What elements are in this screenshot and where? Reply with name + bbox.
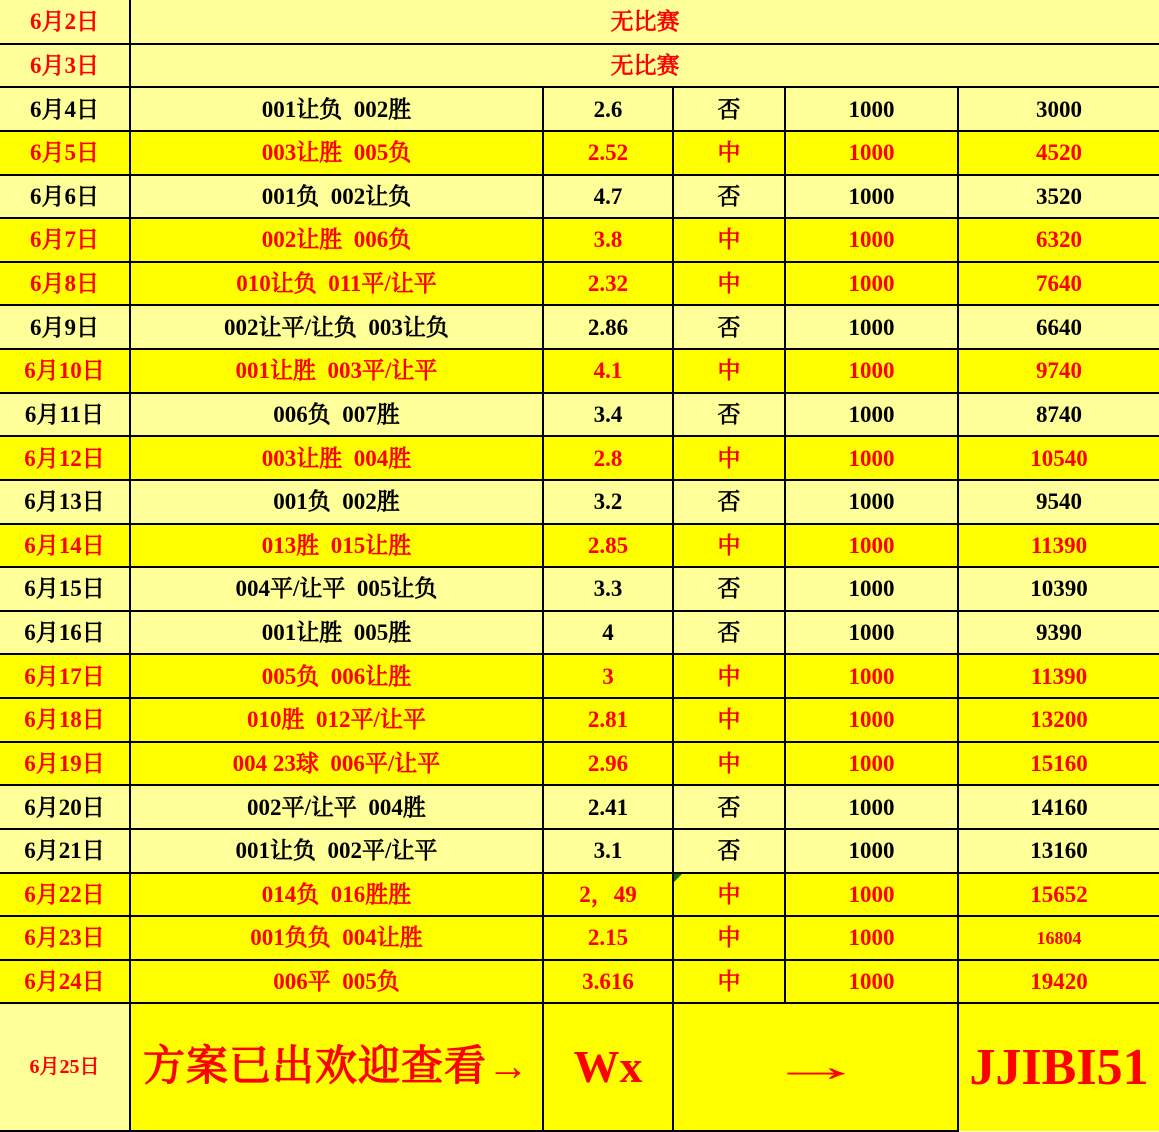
right-arrow-icon: → (767, 1042, 864, 1092)
stake-cell: 1000 (785, 873, 958, 917)
balance-cell: 9390 (958, 611, 1159, 655)
result-cell: 否 (673, 393, 785, 437)
result-cell: 中 (673, 698, 785, 742)
result-cell: 中 (673, 262, 785, 306)
corner-marker-icon (674, 874, 682, 882)
picks-cell: 014负 016胜胜 (130, 873, 543, 917)
arrow-cell (673, 1003, 958, 1131)
result-cell: 否 (673, 87, 785, 131)
table-row (0, 567, 1159, 611)
date-cell: 6月6日 (0, 175, 130, 219)
balance-cell: 15160 (958, 742, 1159, 786)
odds-cell: 2.8 (543, 436, 673, 480)
promo-code: JJIBI51 (958, 1003, 1159, 1131)
picks-cell: 003让胜 004胜 (130, 436, 543, 480)
date-cell: 6月12日 (0, 436, 130, 480)
result-cell: 中 (673, 131, 785, 175)
table-row (0, 305, 1159, 349)
table-row (0, 698, 1159, 742)
odds-cell: 3.8 (543, 218, 673, 262)
table-row (0, 480, 1159, 524)
picks-cell: 003让胜 005负 (130, 131, 543, 175)
balance-cell: 14160 (958, 785, 1159, 829)
date-cell: 6月13日 (0, 480, 130, 524)
result-cell: 否 (673, 829, 785, 873)
result-cell: 中 (673, 916, 785, 960)
picks-cell: 010胜 012平/让平 (130, 698, 543, 742)
stake-cell: 1000 (785, 567, 958, 611)
table-row (0, 916, 1159, 960)
odds-cell: 3.1 (543, 829, 673, 873)
result-cell: 否 (673, 611, 785, 655)
stake-cell: 1000 (785, 175, 958, 219)
stake-cell: 1000 (785, 480, 958, 524)
balance-cell: 3520 (958, 175, 1159, 219)
picks-cell: 006负 007胜 (130, 393, 543, 437)
picks-cell: 006平 005负 (130, 960, 543, 1004)
table-row-promo (0, 1003, 1159, 1131)
date-cell: 6月5日 (0, 131, 130, 175)
odds-cell: 4.7 (543, 175, 673, 219)
stake-cell: 1000 (785, 742, 958, 786)
result-cell: 中 (673, 960, 785, 1004)
table-row (0, 87, 1159, 131)
date-cell: 6月2日 (0, 0, 130, 44)
date-cell: 6月3日 (0, 44, 130, 88)
table-row (0, 175, 1159, 219)
date-cell: 6月22日 (0, 873, 130, 917)
table-row (0, 742, 1159, 786)
balance-cell: 3000 (958, 87, 1159, 131)
balance-cell: 6640 (958, 305, 1159, 349)
table-row (0, 873, 1159, 917)
result-cell: 中 (673, 524, 785, 568)
picks-cell: 001让胜 003平/让平 (130, 349, 543, 393)
date-cell: 6月10日 (0, 349, 130, 393)
table-row (0, 524, 1159, 568)
balance-cell: 8740 (958, 393, 1159, 437)
balance-cell: 6320 (958, 218, 1159, 262)
odds-cell: 2.41 (543, 785, 673, 829)
stake-cell: 1000 (785, 218, 958, 262)
promo-message: 方案已出欢迎查看→ (130, 1003, 543, 1131)
odds-cell: 3.2 (543, 480, 673, 524)
date-cell: 6月8日 (0, 262, 130, 306)
balance-cell: 10390 (958, 567, 1159, 611)
stake-cell: 1000 (785, 87, 958, 131)
date-cell: 6月15日 (0, 567, 130, 611)
stake-cell: 1000 (785, 393, 958, 437)
balance-cell: 19420 (958, 960, 1159, 1004)
table-row (0, 262, 1159, 306)
date-cell: 6月25日 (0, 1003, 130, 1131)
date-cell: 6月11日 (0, 393, 130, 437)
table-row (0, 349, 1159, 393)
picks-cell: 001让负 002胜 (130, 87, 543, 131)
result-cell: 中 (673, 742, 785, 786)
table-row (0, 785, 1159, 829)
odds-cell: 2.81 (543, 698, 673, 742)
stake-cell: 1000 (785, 654, 958, 698)
picks-cell: 002让胜 006负 (130, 218, 543, 262)
balance-cell: 11390 (958, 524, 1159, 568)
date-cell: 6月14日 (0, 524, 130, 568)
table-row-no-match (0, 44, 1159, 88)
table-row (0, 611, 1159, 655)
stake-cell: 1000 (785, 785, 958, 829)
odds-cell: 3.616 (543, 960, 673, 1004)
picks-cell: 001负 002让负 (130, 175, 543, 219)
table-row (0, 131, 1159, 175)
table-row (0, 218, 1159, 262)
result-cell: 中 (673, 654, 785, 698)
balance-cell: 7640 (958, 262, 1159, 306)
odds-cell: 3 (543, 654, 673, 698)
date-cell: 6月9日 (0, 305, 130, 349)
result-cell: 中 (673, 436, 785, 480)
stake-cell: 1000 (785, 436, 958, 480)
date-cell: 6月7日 (0, 218, 130, 262)
odds-cell: 4 (543, 611, 673, 655)
table-row (0, 393, 1159, 437)
balance-cell: 11390 (958, 654, 1159, 698)
table-row (0, 960, 1159, 1004)
picks-cell: 001让胜 005胜 (130, 611, 543, 655)
stake-cell: 1000 (785, 829, 958, 873)
result-cell: 否 (673, 567, 785, 611)
table-row-no-match (0, 0, 1159, 44)
table-row (0, 436, 1159, 480)
stake-cell: 1000 (785, 524, 958, 568)
balance-cell: 16804 (958, 916, 1159, 960)
odds-cell: 2.86 (543, 305, 673, 349)
result-cell: 否 (673, 785, 785, 829)
table-row (0, 654, 1159, 698)
balance-cell: 13160 (958, 829, 1159, 873)
stake-cell: 1000 (785, 611, 958, 655)
balance-cell: 13200 (958, 698, 1159, 742)
balance-cell: 9540 (958, 480, 1159, 524)
result-cell: 中 (673, 873, 785, 917)
picks-cell: 001负 002胜 (130, 480, 543, 524)
balance-cell: 4520 (958, 131, 1159, 175)
picks-cell: 010让负 011平/让平 (130, 262, 543, 306)
result-cell: 否 (673, 175, 785, 219)
stake-cell: 1000 (785, 698, 958, 742)
odds-cell: 4.1 (543, 349, 673, 393)
date-cell: 6月20日 (0, 785, 130, 829)
stake-cell: 1000 (785, 305, 958, 349)
picks-cell: 001负负 004让胜 (130, 916, 543, 960)
table-row (0, 829, 1159, 873)
date-cell: 6月24日 (0, 960, 130, 1004)
picks-cell: 004平/让平 005让负 (130, 567, 543, 611)
date-cell: 6月4日 (0, 87, 130, 131)
odds-cell: 2.15 (543, 916, 673, 960)
date-cell: 6月23日 (0, 916, 130, 960)
result-cell: 中 (673, 349, 785, 393)
odds-cell: 2.32 (543, 262, 673, 306)
result-cell: 否 (673, 480, 785, 524)
date-cell: 6月18日 (0, 698, 130, 742)
result-cell: 否 (673, 305, 785, 349)
picks-cell: 001让负 002平/让平 (130, 829, 543, 873)
date-cell: 6月21日 (0, 829, 130, 873)
picks-cell: 005负 006让胜 (130, 654, 543, 698)
picks-cell: 004 23球 006平/让平 (130, 742, 543, 786)
odds-cell: 2.96 (543, 742, 673, 786)
odds-cell: 2.6 (543, 87, 673, 131)
no-match-message: 无比赛 (130, 44, 1159, 88)
stake-cell: 1000 (785, 960, 958, 1004)
picks-cell: 002让平/让负 003让负 (130, 305, 543, 349)
date-cell: 6月16日 (0, 611, 130, 655)
odds-cell: 2，49 (543, 873, 673, 917)
picks-cell: 013胜 015让胜 (130, 524, 543, 568)
odds-cell: 3.3 (543, 567, 673, 611)
balance-cell: 15652 (958, 873, 1159, 917)
stake-cell: 1000 (785, 131, 958, 175)
stake-cell: 1000 (785, 349, 958, 393)
result-cell: 中 (673, 218, 785, 262)
odds-cell: 2.85 (543, 524, 673, 568)
date-cell: 6月19日 (0, 742, 130, 786)
stake-cell: 1000 (785, 262, 958, 306)
odds-cell: 3.4 (543, 393, 673, 437)
balance-cell: 10540 (958, 436, 1159, 480)
stake-cell: 1000 (785, 916, 958, 960)
date-cell: 6月17日 (0, 654, 130, 698)
wechat-label: Wx (543, 1003, 673, 1131)
picks-cell: 002平/让平 004胜 (130, 785, 543, 829)
balance-cell: 9740 (958, 349, 1159, 393)
odds-cell: 2.52 (543, 131, 673, 175)
no-match-message: 无比赛 (130, 0, 1159, 44)
